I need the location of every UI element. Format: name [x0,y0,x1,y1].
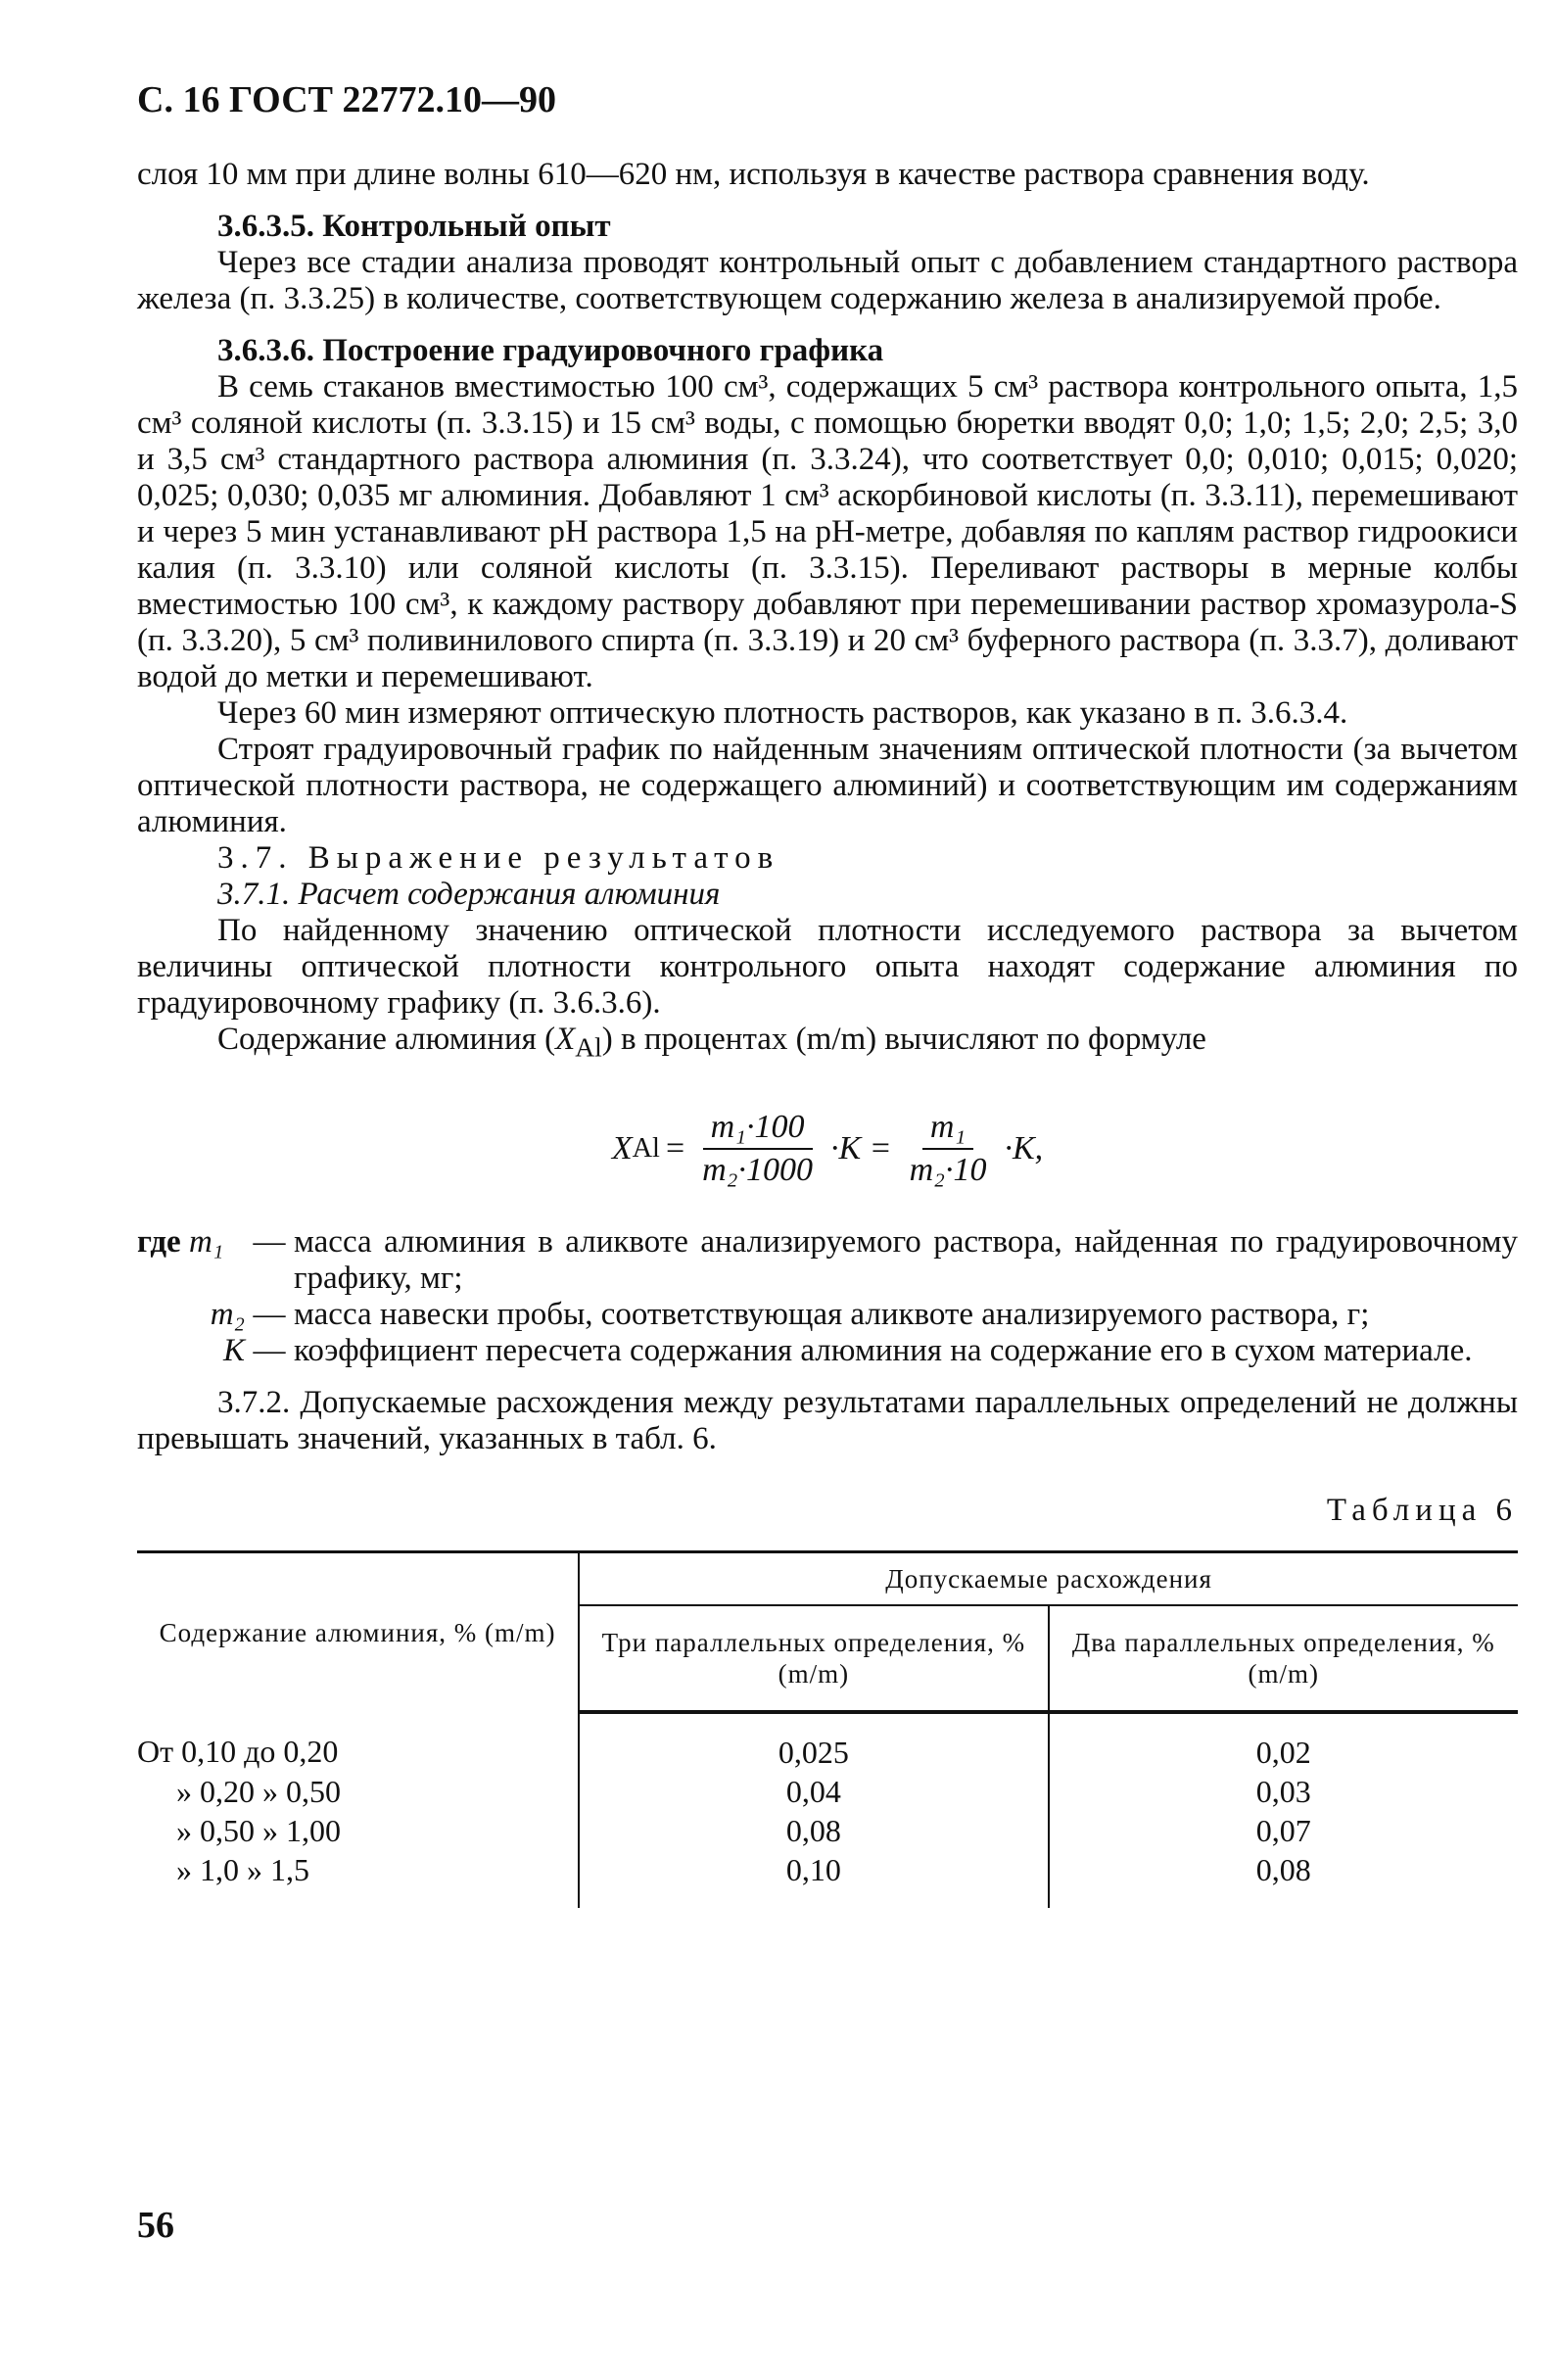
section-3636-title: 3.6.3.6. Построение градуировочного графика [217,333,884,368]
table-cell-three: 0,10 [579,1850,1048,1908]
table-cell-range: » 0,20 » 0,50 [176,1773,341,1809]
table-row [137,1772,1518,1811]
table-row [137,1811,1518,1850]
definition-row [137,1333,1518,1369]
definition-dash: — [253,1223,286,1260]
definition-text: масса алюминия в аликвоте анализируемого раствора, найденная по градуировочному графику, мг; [294,1223,1518,1296]
document-page [137,78,1518,1908]
definition-text: коэффициент пересчета содержания алюминия на содержание его в сухом материале. [294,1332,1473,1368]
formula-fraction-1-denominator: m₂·1000 [702,1151,813,1188]
formula-fraction-1 [694,1109,821,1189]
table-cell-three: 0,025 [579,1712,1048,1772]
paragraph-continuation: слоя 10 мм при длине волны 610—620 нм, используя в качестве раствора сравнения воду. [137,157,1370,192]
definition-symbol: K [222,1332,245,1368]
formula-lhs: X [611,1129,633,1166]
definition-dash: — [253,1296,286,1332]
table-cell-range: » 1,0 » 1,5 [176,1851,309,1887]
definition-symbol: где m₁ [137,1223,224,1260]
table-header-three: Три параллельных определения, % (m/m) [579,1605,1048,1712]
table-header-content: Содержание алюминия, % (m/m) [137,1551,579,1712]
table-cell-two: 0,02 [1049,1712,1518,1772]
formula-intro-subscript: Al [575,1031,602,1063]
formula-lhs-sub: Al [632,1132,660,1164]
table-row [137,1850,1518,1908]
table-row [137,1712,1518,1772]
section-37-heading: 3.7. Выражение результатов [217,840,780,876]
table-cell-range: От 0,10 до 0,20 [137,1733,339,1769]
section-371-heading: 3.7.1. Расчет содержания алюминия [217,877,721,912]
section-3635-heading [137,209,1518,245]
table-cell-two: 0,08 [1049,1850,1518,1908]
formula-fraction-2 [902,1109,995,1189]
formula [137,1109,1518,1189]
formula-intro [137,1022,1518,1066]
section-3636-text-1: В семь стаканов вместимостью 100 см³, содержащих 5 см³ раствора контрольного опыта, 1,5 см³ соляной кислоты (п. 3.3.15) и 15 см³ воды, с помощью бюретки вводят 0,0; 1,0; 1,5; 2,0; 2,5; 3,0 и 3,5 см³ стандартного раствора алюминия (п. 3.3.24), что соответствует 0,0; 0,010; 0,015; 0,020; 0,025; 0,030; 0,035 мг алюминия. Добавляют 1 см³ аскорбиновой кислоты (п. 3.3.11), перемешивают и через 5 мин устанавливают pH раствора 1,5 на pH-метре, добавляя по каплям раствор гидроокиси калия (п. 3.3.10) или соляной кислоты (п. 3.3.15). Переливают растворы в мерные колбы вместимостью 100 см³, к каждому раствору добавляют при перемешивании раствор хромазурола-S (п. 3.3.20), 5 см³ поливинилового спирта (п. 3.3.19) и 20 см³ буферного раствора (п. 3.3.7), доливают водой до метки и перемешивают. [137,369,1518,694]
table-cell-two: 0,07 [1049,1811,1518,1850]
formula-fraction-1-numerator: m₁·100 [703,1109,813,1150]
section-3635-text: Через все стадии анализа проводят контрольный опыт с добавлением стандартного раствора железа (п. 3.3.25) в количестве, соответствующем содержанию железа в анализируемой пробе. [137,245,1518,316]
section-3635-title: 3.6.3.5. Контрольный опыт [217,209,611,244]
section-3636-text-3: Строят градуировочный график по найденным значениям оптической плотности (за вычетом оптической плотности раствора, не содержащего алюминий) и соответствующим им содержаниям алюминия. [137,732,1518,839]
definition-dash: — [253,1332,286,1368]
page-number: 56 [137,2205,174,2246]
table-cell-three: 0,08 [579,1811,1048,1850]
definition-symbol: m₂ [210,1296,245,1332]
table-cell-three: 0,04 [579,1772,1048,1811]
formula-middle: ·K = [830,1129,892,1166]
definition-row [137,1297,1518,1333]
table-6 [137,1550,1518,1908]
definition-lead: где [137,1223,181,1260]
formula-intro-part-b: ) в процентах (m/m) вычисляют по формуле [601,1022,1206,1057]
table-caption: Таблица 6 [1326,1492,1518,1528]
section-372-text: 3.7.2. Допускаемые расхождения между результатами параллельных определений не должны превышать значений, указанных в табл. 6. [137,1384,1518,1456]
formula-intro-part-a: Содержание алюминия ( [217,1022,556,1057]
table-header-two: Два параллельных определения, % (m/m) [1049,1605,1518,1712]
formula-fraction-2-numerator: m₁ [922,1109,973,1150]
table-cell-range: » 0,50 » 1,00 [176,1812,341,1848]
table-header-group: Допускаемые расхождения [579,1551,1518,1605]
definitions-list [137,1224,1518,1369]
section-3636-heading [137,333,1518,369]
page-header: С. 16 ГОСТ 22772.10—90 [137,79,556,120]
formula-intro-symbol: X [555,1022,576,1057]
formula-tail: ·K, [1004,1129,1044,1166]
definition-text: масса навески пробы, соответствующая аликвоте анализируемого раствора, г; [294,1296,1370,1332]
table-cell-two: 0,03 [1049,1772,1518,1811]
section-371-text: По найденному значению оптической плотности исследуемого раствора за вычетом величины оптической плотности контрольного опыта находят содержание алюминия по градуировочному графику (п. 3.6.3.6). [137,913,1518,1021]
section-3636-text-2: Через 60 мин измеряют оптическую плотность растворов, как указано в п. 3.6.3.4. [217,695,1348,731]
formula-equals: = [665,1129,685,1166]
formula-fraction-2-denominator: m₂·10 [909,1151,987,1188]
definition-row [137,1224,1518,1297]
